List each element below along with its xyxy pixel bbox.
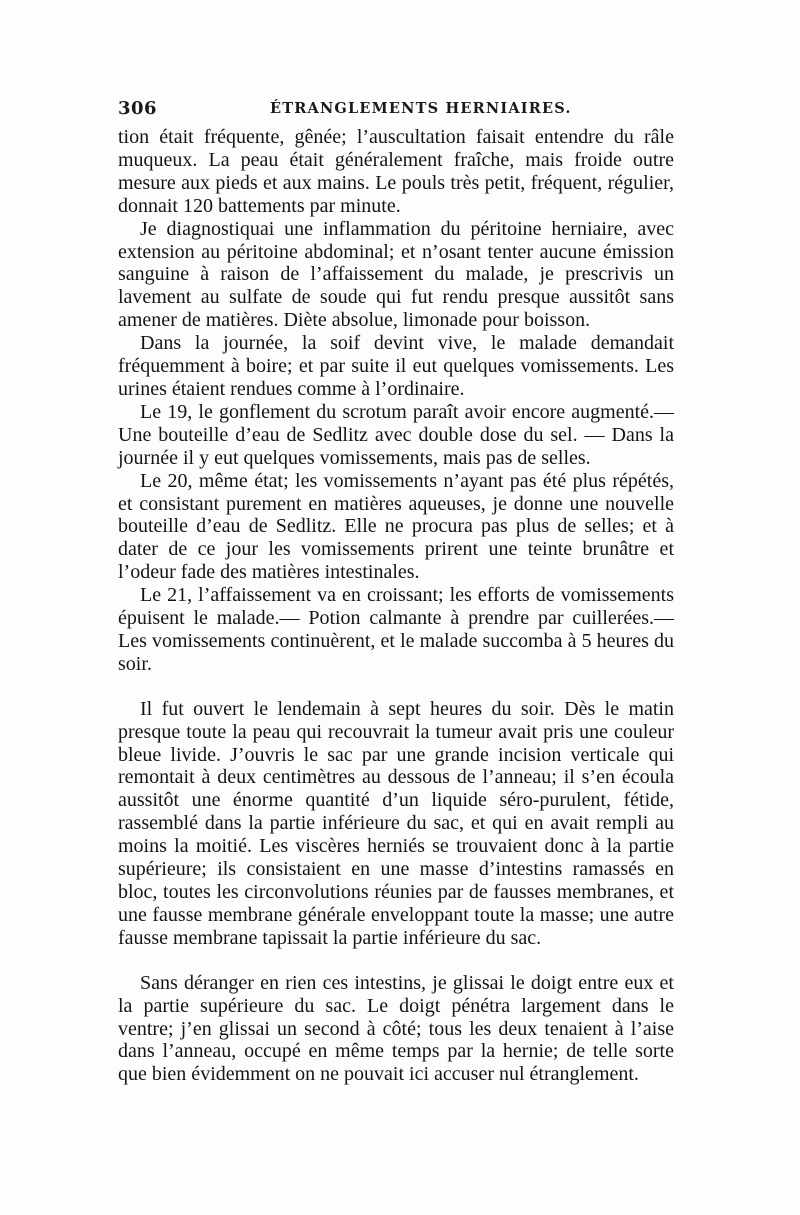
- page-body: [118, 126, 674, 1086]
- paragraph-continuation: tion était fréquente, gênée; l’auscultation faisait entendre du râle muqueux. La peau était généralement fraîche, mais froide outre mesure aux pieds et aux mains. Le pouls très petit, fréquent, régulier, donnait 120 battements par minute.: [118, 126, 674, 217]
- paragraph-day-thirst: Dans la journée, la soif devint vive, le malade demandait fréquemment à boire; et par suite il eut quelques vomissements. Les urines étaient rendues comme à l’ordinaire.: [118, 332, 674, 400]
- paragraph-day-21: Le 21, l’affaissement va en croissant; les efforts de vomissements épuisent le malade.— Potion calmante à prendre par cuillerées.— Les vomissements continuèrent, et le malade succomba à 5 heures du soir.: [118, 584, 674, 675]
- paragraph-diagnosis: Je diagnostiquai une inflammation du péritoine herniaire, avec extension au péritoine abdominal; et n’osant tenter aucune émission sanguine à raison de l’affaissement du malade, je prescrivis un lavement au sulfate de soude qui fut rendu presque aussitôt sans amener de matières. Diète absolue, limonade pour boisson.: [118, 217, 674, 332]
- page-number: 306: [118, 98, 158, 119]
- paragraph-day-19: Le 19, le gonflement du scrotum paraît avoir encore augmenté.— Une bouteille d’eau de Sedlitz avec double dose du sel. — Dans la journée il y eut quelques vomissements, mais pas de selles.: [118, 400, 674, 469]
- paragraph-day-20: Le 20, même état; les vomissements n’ayant pas été plus répétés, et consistant purement en matières aqueuses, je donne une nouvelle bouteille d’eau de Sedlitz. Elle ne procura pas plus de selles; et à dater de ce jour les vomissements prirent une teinte brunâtre et l’odeur fade des matières intestinales.: [118, 469, 674, 584]
- paragraph-examination: Sans déranger en rien ces intestins, je glissai le doigt entre eux et la partie supérieure du sac. Le doigt pénétra largement dans le ventre; j’en glissai un second à côté; tous les deux tenaient à l’aise dans l’anneau, occupé en même temps par la hernie; de telle sorte que bien évidemment on ne pouvait ici accuser nul étranglement.: [118, 971, 674, 1086]
- paragraph-autopsy: Il fut ouvert le lendemain à sept heures du soir. Dès le matin presque toute la peau qui recouvrait la tumeur avait pris une couleur bleue livide. J’ouvris le sac par une grande incision verticale qui remontait à deux centimètres au dessous de l’anneau; il s’en écoula aussitôt une énorme quantité d’un liquide séro-purulent, fétide, rassemblé dans la partie inférieure du sac, et qui en avait rempli au moins la moitié. Les viscères herniés se trouvaient donc à la partie supérieure; ils consistaient en une masse d’intestins ramassés en bloc, toutes les circonvolutions réunies par de fausses membranes, et une fausse membrane générale enveloppant toute la masse; une autre fausse membrane tapissait la partie inférieure du sac.: [118, 697, 674, 949]
- page-header: [118, 98, 678, 124]
- running-title: ÉTRANGLEMENTS HERNIAIRES.: [270, 100, 572, 117]
